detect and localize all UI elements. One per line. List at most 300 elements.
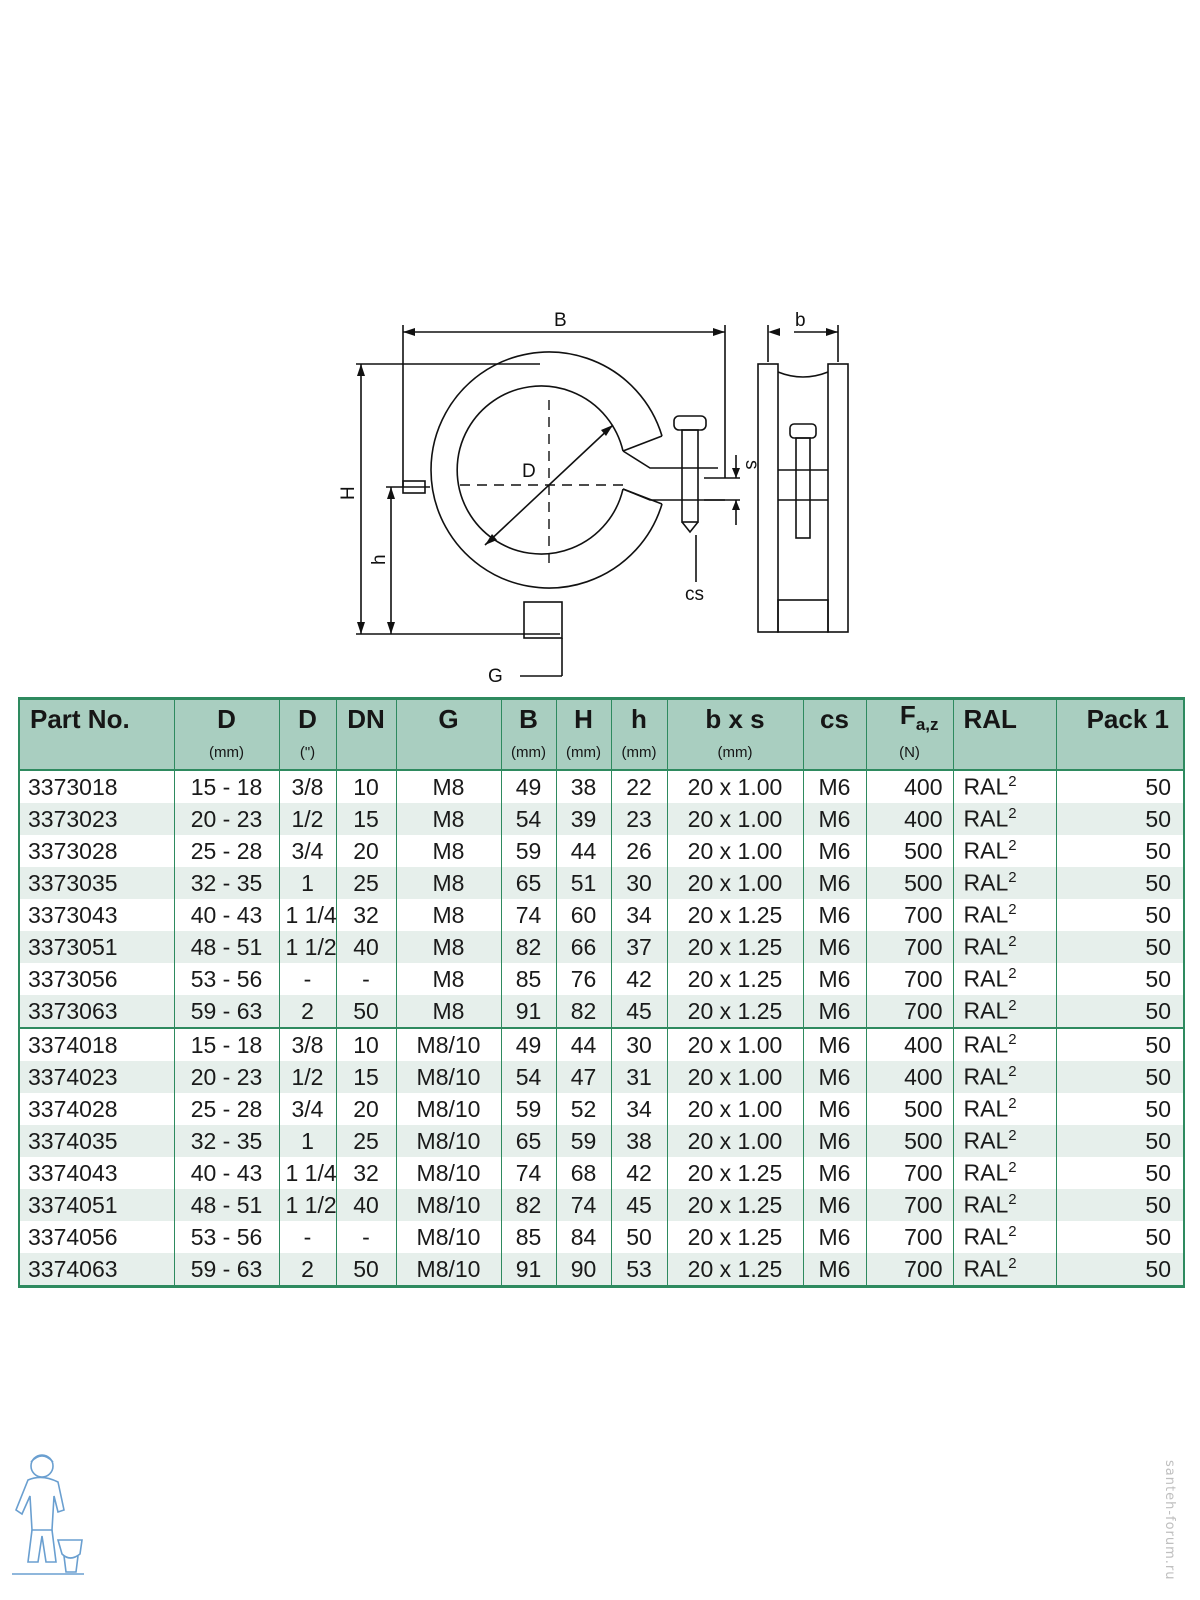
- cell-h-lower: [611, 1093, 667, 1125]
- cell-value: 65: [515, 869, 542, 896]
- cell-value: 50: [1145, 773, 1171, 800]
- cell-value: 65: [515, 1127, 542, 1154]
- cell-value: RAL: [963, 934, 1009, 961]
- cell-h-upper: [556, 1253, 611, 1287]
- label-B: B: [554, 310, 567, 331]
- cell-g: [396, 1093, 501, 1125]
- cell-h-upper: [556, 1157, 611, 1189]
- cell-pack: [1056, 899, 1184, 931]
- cell-d-inch: [279, 1093, 336, 1125]
- unit-d-mm: (mm): [174, 735, 279, 770]
- cell-value: 25 - 28: [190, 837, 263, 864]
- cell-b: [501, 835, 556, 867]
- cell-b: [501, 931, 556, 963]
- cell-value: 3373018: [28, 773, 118, 800]
- table-row: [19, 1253, 1184, 1287]
- unit-pack: [1056, 735, 1184, 770]
- cell-value: 59: [570, 1127, 597, 1154]
- cell-h-upper: [556, 1061, 611, 1093]
- cell-g: [396, 931, 501, 963]
- cell-value: 3374056: [28, 1223, 118, 1250]
- unit-dn: [336, 735, 396, 770]
- cell-value: M6: [818, 837, 851, 864]
- cell-cs: [803, 835, 866, 867]
- label-h: h: [369, 554, 390, 565]
- cell-cs: [803, 899, 866, 931]
- unit-b: (mm): [501, 735, 556, 770]
- cell-d-inch: [279, 1253, 336, 1287]
- cell-h-lower: [611, 1028, 667, 1061]
- cell-h-lower: [611, 899, 667, 931]
- table-row: [19, 835, 1184, 867]
- cell-value: -: [303, 965, 312, 992]
- cell-g: [396, 867, 501, 899]
- cell-part-no: [19, 1093, 174, 1125]
- clamp-outer-ring: [431, 352, 662, 588]
- cell-b: [501, 963, 556, 995]
- cell-value: 20 x 1.00: [687, 1095, 783, 1122]
- specification-body: [19, 770, 1184, 1287]
- cell-d-inch: [279, 995, 336, 1028]
- cell-value: 20 x 1.25: [687, 1159, 783, 1186]
- cell-d-mm: [174, 1157, 279, 1189]
- cell-value: 700: [904, 901, 943, 928]
- cell-value: 76: [570, 965, 597, 992]
- cell-part-no: [19, 1189, 174, 1221]
- table-row: [19, 1093, 1184, 1125]
- cell-value: 42: [626, 1159, 652, 1186]
- cell-value: 48 - 51: [190, 1191, 263, 1218]
- cell-value: 50: [1145, 837, 1171, 864]
- cell-value: 400: [904, 1031, 943, 1058]
- cell-value: RAL: [963, 1224, 1009, 1251]
- cell-value: 44: [570, 837, 597, 864]
- cell-part-no: [19, 1221, 174, 1253]
- cell-value: M8/10: [416, 1063, 481, 1090]
- cell-value: 39: [570, 805, 597, 832]
- cell-ral: [953, 1221, 1056, 1253]
- cell-value: M8: [432, 965, 465, 992]
- header-part-no: Part No.: [19, 699, 174, 736]
- specification-table: [18, 697, 1185, 1288]
- cell-force: [866, 995, 953, 1028]
- table-row: [19, 1125, 1184, 1157]
- cell-d-mm: [174, 1125, 279, 1157]
- unit-d-inch: ("): [279, 735, 336, 770]
- ral-footnote-marker: 2: [1008, 901, 1017, 919]
- cell-value: 84: [570, 1223, 597, 1250]
- cell-ral: [953, 1125, 1056, 1157]
- cell-b: [501, 867, 556, 899]
- label-s: s: [741, 460, 762, 470]
- cell-value: 3373035: [28, 869, 118, 896]
- cell-h-upper: [556, 867, 611, 899]
- cell-value: 44: [570, 1031, 597, 1058]
- unit-b-x-s: (mm): [667, 735, 803, 770]
- cell-value: 32 - 35: [190, 1127, 263, 1154]
- cell-value: 700: [904, 997, 943, 1024]
- table-row: [19, 1157, 1184, 1189]
- table-row: [19, 1189, 1184, 1221]
- cell-value: M6: [818, 933, 851, 960]
- watermark: santeh-forum.ru: [1162, 1460, 1177, 1581]
- label-G: G: [488, 666, 503, 687]
- cell-value: 3373063: [28, 997, 118, 1024]
- cell-value: M6: [818, 773, 851, 800]
- cell-value: 54: [515, 805, 542, 832]
- side-view-right-flange: [828, 364, 848, 632]
- table-row: [19, 1221, 1184, 1253]
- cell-value: M8/10: [416, 1127, 481, 1154]
- cell-d-inch: [279, 835, 336, 867]
- cell-value: 400: [904, 1063, 943, 1090]
- table-row: [19, 899, 1184, 931]
- cell-cs: [803, 1221, 866, 1253]
- cell-value: 500: [904, 1127, 943, 1154]
- cell-value: M6: [818, 1191, 851, 1218]
- cell-value: 10: [353, 773, 379, 800]
- cell-g: [396, 1253, 501, 1287]
- cell-value: 1/2: [291, 1063, 324, 1090]
- cell-d-mm: [174, 1093, 279, 1125]
- label-cs: cs: [685, 584, 704, 605]
- cell-value: -: [362, 1223, 370, 1250]
- cell-pack: [1056, 1061, 1184, 1093]
- cell-value: 45: [626, 997, 652, 1024]
- cell-dn: [336, 1253, 396, 1287]
- cell-pack: [1056, 1189, 1184, 1221]
- cell-value: 42: [626, 965, 652, 992]
- cell-value: 50: [1145, 933, 1171, 960]
- table-row: [19, 770, 1184, 803]
- cell-value: RAL: [963, 870, 1009, 897]
- cell-value: 1 1/2: [285, 933, 337, 960]
- cell-value: 1/2: [291, 805, 324, 832]
- threaded-socket: [524, 602, 562, 638]
- cell-value: 700: [904, 965, 943, 992]
- cell-force: [866, 803, 953, 835]
- cell-h-lower: [611, 867, 667, 899]
- cell-value: 20 x 1.00: [687, 1031, 783, 1058]
- ral-footnote-marker: 2: [1008, 1095, 1017, 1113]
- cell-value: 400: [904, 805, 943, 832]
- cell-dn: [336, 931, 396, 963]
- cell-value: 20 x 1.25: [687, 933, 783, 960]
- cell-b: [501, 1253, 556, 1287]
- cell-value: 50: [1145, 1255, 1171, 1282]
- cell-d-inch: [279, 1061, 336, 1093]
- cell-pack: [1056, 995, 1184, 1028]
- cell-ral: [953, 899, 1056, 931]
- cell-h-upper: [556, 770, 611, 803]
- cell-part-no: [19, 899, 174, 931]
- cell-value: 3373028: [28, 837, 118, 864]
- cell-ral: [953, 1157, 1056, 1189]
- cell-value: RAL: [963, 998, 1009, 1025]
- cell-value: 82: [570, 997, 597, 1024]
- cell-b: [501, 1093, 556, 1125]
- cell-value: 90: [570, 1255, 597, 1282]
- cell-value: M8: [432, 997, 465, 1024]
- cell-value: 3/4: [291, 1095, 324, 1122]
- cell-b-x-s: [667, 803, 803, 835]
- cell-value: M8/10: [416, 1159, 481, 1186]
- cell-h-lower: [611, 1157, 667, 1189]
- cell-b: [501, 1125, 556, 1157]
- cell-h-lower: [611, 995, 667, 1028]
- table-row: [19, 931, 1184, 963]
- cell-value: RAL: [963, 1096, 1009, 1123]
- cell-b: [501, 1221, 556, 1253]
- cell-d-inch: [279, 899, 336, 931]
- table-row: [19, 1061, 1184, 1093]
- cell-value: 37: [626, 933, 652, 960]
- cell-value: 50: [1145, 965, 1171, 992]
- cell-value: 20: [353, 837, 379, 864]
- cell-value: 50: [1145, 901, 1171, 928]
- cell-part-no: [19, 803, 174, 835]
- cell-dn: [336, 1189, 396, 1221]
- cell-b-x-s: [667, 835, 803, 867]
- cell-cs: [803, 1061, 866, 1093]
- cell-value: 15: [353, 1063, 379, 1090]
- label-b: b: [795, 310, 806, 331]
- cell-value: 74: [515, 1159, 542, 1186]
- cell-b-x-s: [667, 1157, 803, 1189]
- cell-value: 3373051: [28, 933, 118, 960]
- cell-b: [501, 1028, 556, 1061]
- cell-value: 15 - 18: [190, 773, 263, 800]
- cell-h-upper: [556, 931, 611, 963]
- cell-pack: [1056, 1157, 1184, 1189]
- cell-value: 23: [626, 805, 652, 832]
- cell-cs: [803, 963, 866, 995]
- cell-part-no: [19, 1028, 174, 1061]
- cell-value: 3/8: [291, 1031, 324, 1058]
- cell-h-upper: [556, 1221, 611, 1253]
- ral-footnote-marker: 2: [1008, 1031, 1017, 1049]
- cell-value: M8: [432, 901, 465, 928]
- cell-dn: [336, 1028, 396, 1061]
- cell-value: 82: [515, 1191, 542, 1218]
- cell-pack: [1056, 1125, 1184, 1157]
- cell-pack: [1056, 770, 1184, 803]
- cell-cs: [803, 1189, 866, 1221]
- cell-value: 700: [904, 933, 943, 960]
- cell-value: M6: [818, 901, 851, 928]
- cell-h-upper: [556, 899, 611, 931]
- cell-value: M8: [432, 869, 465, 896]
- cell-value: 38: [626, 1127, 652, 1154]
- cell-value: 700: [904, 1159, 943, 1186]
- cell-value: 3373056: [28, 965, 118, 992]
- plumber-logo: [8, 1450, 88, 1580]
- cell-value: 3374028: [28, 1095, 118, 1122]
- ral-footnote-marker: 2: [1008, 1127, 1017, 1145]
- cell-value: 48 - 51: [190, 933, 263, 960]
- cell-part-no: [19, 770, 174, 803]
- cell-value: 32 - 35: [190, 869, 263, 896]
- cell-cs: [803, 1157, 866, 1189]
- cell-b: [501, 1061, 556, 1093]
- cell-value: 20 x 1.25: [687, 997, 783, 1024]
- cell-value: M6: [818, 1127, 851, 1154]
- cell-g: [396, 1125, 501, 1157]
- cell-dn: [336, 1221, 396, 1253]
- cell-pack: [1056, 963, 1184, 995]
- cell-value: 50: [1145, 869, 1171, 896]
- cell-value: M6: [818, 1159, 851, 1186]
- cell-g: [396, 1061, 501, 1093]
- unit-g: [396, 735, 501, 770]
- cell-value: -: [362, 965, 370, 992]
- ral-footnote-marker: 2: [1008, 869, 1017, 887]
- cell-dn: [336, 899, 396, 931]
- cell-d-mm: [174, 1061, 279, 1093]
- cell-value: 38: [570, 773, 597, 800]
- cell-pack: [1056, 835, 1184, 867]
- cell-value: 1 1/4: [285, 901, 337, 928]
- cell-value: 20 x 1.00: [687, 773, 783, 800]
- ral-footnote-marker: 2: [1008, 1159, 1017, 1177]
- cell-value: M8: [432, 773, 465, 800]
- header-cs: cs: [803, 699, 866, 736]
- cell-value: 20 x 1.00: [687, 837, 783, 864]
- cell-value: 20 x 1.00: [687, 1127, 783, 1154]
- cell-value: 25: [353, 1127, 379, 1154]
- clamp-inner-ring: [457, 386, 623, 554]
- cell-value: 50: [626, 1223, 652, 1250]
- cell-dn: [336, 1061, 396, 1093]
- cell-b-x-s: [667, 1221, 803, 1253]
- cell-value: 40 - 43: [190, 901, 263, 928]
- cell-h-lower: [611, 1125, 667, 1157]
- cell-d-mm: [174, 899, 279, 931]
- cell-b-x-s: [667, 1253, 803, 1287]
- cell-value: 3/4: [291, 837, 324, 864]
- table-row: [19, 963, 1184, 995]
- unit-h-lower: (mm): [611, 735, 667, 770]
- ral-footnote-marker: 2: [1008, 997, 1017, 1015]
- cell-h-lower: [611, 1221, 667, 1253]
- cell-ral: [953, 995, 1056, 1028]
- cell-value: M6: [818, 805, 851, 832]
- cell-force: [866, 899, 953, 931]
- cell-value: 700: [904, 1223, 943, 1250]
- cell-value: 3374043: [28, 1159, 118, 1186]
- cell-ral: [953, 835, 1056, 867]
- cell-value: 49: [515, 1031, 542, 1058]
- cell-value: 74: [515, 901, 542, 928]
- cell-value: M8/10: [416, 1095, 481, 1122]
- cell-value: 91: [515, 997, 542, 1024]
- cell-value: 50: [1145, 1127, 1171, 1154]
- cell-g: [396, 1221, 501, 1253]
- cell-value: 3374035: [28, 1127, 118, 1154]
- cell-value: 49: [515, 773, 542, 800]
- unit-part-no: [19, 735, 174, 770]
- cell-b-x-s: [667, 963, 803, 995]
- cell-value: 51: [570, 869, 597, 896]
- cell-value: 59: [515, 1095, 542, 1122]
- cell-value: 82: [515, 933, 542, 960]
- ral-footnote-marker: 2: [1008, 1191, 1017, 1209]
- cell-b-x-s: [667, 1189, 803, 1221]
- cell-value: 85: [515, 1223, 542, 1250]
- cell-value: 32: [353, 1159, 379, 1186]
- cell-value: M6: [818, 1095, 851, 1122]
- cell-force: [866, 1221, 953, 1253]
- cell-ral: [953, 1061, 1056, 1093]
- cell-g: [396, 963, 501, 995]
- cell-value: M8: [432, 837, 465, 864]
- cell-value: 53 - 56: [190, 1223, 263, 1250]
- cell-value: 25: [353, 869, 379, 896]
- cell-value: M6: [818, 1223, 851, 1250]
- cell-value: 20 x 1.25: [687, 965, 783, 992]
- cell-cs: [803, 931, 866, 963]
- cell-dn: [336, 963, 396, 995]
- cell-cs: [803, 1125, 866, 1157]
- cell-pack: [1056, 1028, 1184, 1061]
- cell-value: 3/8: [291, 773, 324, 800]
- cell-ral: [953, 1189, 1056, 1221]
- cell-value: RAL: [963, 966, 1009, 993]
- cell-value: 59 - 63: [190, 1255, 263, 1282]
- cell-value: 45: [626, 1191, 652, 1218]
- unit-force: (N): [866, 735, 953, 770]
- cell-d-mm: [174, 963, 279, 995]
- cell-value: 50: [1145, 1223, 1171, 1250]
- cell-value: 50: [353, 997, 379, 1024]
- cell-value: 47: [570, 1063, 597, 1090]
- header-b-x-s: b x s: [667, 699, 803, 736]
- cell-part-no: [19, 835, 174, 867]
- cell-value: 500: [904, 837, 943, 864]
- cell-ral: [953, 770, 1056, 803]
- cell-h-upper: [556, 995, 611, 1028]
- cell-value: M6: [818, 1031, 851, 1058]
- ral-footnote-marker: 2: [1008, 965, 1017, 983]
- cell-d-mm: [174, 867, 279, 899]
- cell-b-x-s: [667, 867, 803, 899]
- cell-value: 32: [353, 901, 379, 928]
- cell-part-no: [19, 931, 174, 963]
- ral-footnote-marker: 2: [1008, 1063, 1017, 1081]
- cell-value: 3374018: [28, 1031, 118, 1058]
- cell-value: 500: [904, 1095, 943, 1122]
- cell-value: 3374063: [28, 1255, 118, 1282]
- cell-value: 3373043: [28, 901, 118, 928]
- cell-h-upper: [556, 1028, 611, 1061]
- cell-b-x-s: [667, 1028, 803, 1061]
- cell-value: M6: [818, 997, 851, 1024]
- cell-value: 50: [1145, 997, 1171, 1024]
- header-d-inch: D: [279, 699, 336, 736]
- header-force-label: F: [899, 700, 916, 730]
- cell-part-no: [19, 1125, 174, 1157]
- cell-b-x-s: [667, 995, 803, 1028]
- cell-value: -: [303, 1223, 312, 1250]
- cell-d-mm: [174, 1253, 279, 1287]
- cell-value: 40 - 43: [190, 1159, 263, 1186]
- cell-d-mm: [174, 995, 279, 1028]
- cell-b-x-s: [667, 931, 803, 963]
- ral-footnote-marker: 2: [1008, 1255, 1017, 1273]
- cell-g: [396, 835, 501, 867]
- cell-cs: [803, 803, 866, 835]
- cell-value: 50: [1145, 1191, 1171, 1218]
